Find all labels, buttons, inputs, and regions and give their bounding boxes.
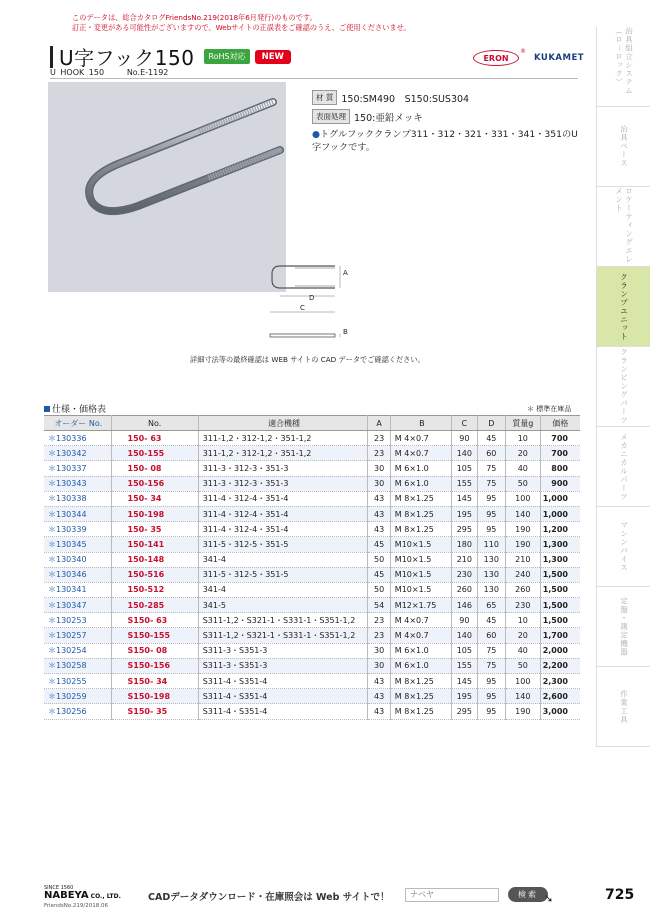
- notice-line-2: 訂正・変更がある可能性がございますので、Webサイトの正誤表をご確認のうえ、ご使用くださいませ。: [72, 23, 411, 32]
- a-cell: 23: [368, 613, 390, 628]
- b-cell: M10×1.5: [390, 537, 451, 552]
- notice-line-1: このデータは、総合カタログFriendsNo.219(2018年6月発行)のものです。: [72, 13, 317, 22]
- sidebar-tab[interactable]: [596, 267, 650, 347]
- square-bullet-icon: [44, 406, 50, 412]
- product-no-cell: S150- 35: [111, 704, 198, 719]
- table-row: [44, 658, 580, 673]
- subtitle-no: No.E-1192: [126, 68, 169, 77]
- product-no-cell: 150- 35: [111, 522, 198, 537]
- kukamet-logo: KUKAMET: [534, 53, 585, 63]
- brand-suffix: CO., LTD.: [88, 893, 121, 900]
- price-cell: 700: [540, 431, 580, 446]
- weight-cell: 260: [505, 582, 540, 597]
- b-cell: M 6×1.0: [390, 658, 451, 673]
- rohs-badge: RoHS対応: [204, 49, 249, 64]
- a-cell: 30: [368, 461, 390, 476]
- c-cell: 155: [451, 476, 477, 491]
- c-cell: 90: [451, 613, 477, 628]
- compat-cell: 311-4・312-4・351-4: [198, 491, 368, 506]
- b-cell: M 4×0.7: [390, 446, 451, 461]
- compat-cell: S311-4・S351-4: [198, 689, 368, 704]
- b-cell: M 8×1.25: [390, 704, 451, 719]
- table-row: [44, 491, 580, 506]
- c-cell: 295: [451, 704, 477, 719]
- weight-cell: 50: [505, 658, 540, 673]
- price-cell: 1,500: [540, 582, 580, 597]
- a-cell: 45: [368, 567, 390, 582]
- d-cell: 65: [477, 598, 505, 613]
- a-cell: 23: [368, 446, 390, 461]
- weight-cell: 190: [505, 537, 540, 552]
- product-photo: [48, 82, 286, 292]
- product-no-cell: S150-155: [111, 628, 198, 643]
- a-cell: 43: [368, 704, 390, 719]
- new-badge: NEW: [255, 50, 291, 64]
- b-cell: M 6×1.0: [390, 476, 451, 491]
- dim-label-c: C: [300, 304, 305, 312]
- finish-label: 表面処理: [312, 109, 350, 124]
- material-value: 150:SM490 S150:SUS304: [341, 93, 470, 105]
- price-cell: 1,200: [540, 522, 580, 537]
- weight-cell: 100: [505, 674, 540, 689]
- a-cell: 30: [368, 476, 390, 491]
- price-cell: 1,300: [540, 537, 580, 552]
- spec-area: [312, 90, 582, 154]
- sidebar-tab[interactable]: [596, 507, 650, 587]
- table-header-row: [44, 416, 580, 431]
- product-no-cell: 150- 08: [111, 461, 198, 476]
- c-cell: 295: [451, 522, 477, 537]
- product-no-cell: 150- 63: [111, 431, 198, 446]
- title-bar: [50, 46, 53, 68]
- compat-cell: S311-3・S351-3: [198, 643, 368, 658]
- col-weight: 質量g: [505, 416, 540, 431]
- sidebar-tab[interactable]: [596, 107, 650, 187]
- weight-cell: 140: [505, 689, 540, 704]
- d-cell: 130: [477, 582, 505, 597]
- sidebar-tab-label: クランピングパーツ: [619, 348, 629, 425]
- b-cell: M12×1.75: [390, 598, 451, 613]
- compat-cell: S311-1,2・S321-1・S331-1・S351-1,2: [198, 628, 368, 643]
- a-cell: 43: [368, 506, 390, 521]
- dimension-diagram: [260, 258, 360, 352]
- product-no-cell: 150-141: [111, 537, 198, 552]
- c-cell: 146: [451, 598, 477, 613]
- c-cell: 90: [451, 431, 477, 446]
- subtitle-en: U HOOK 150: [50, 68, 105, 77]
- a-cell: 50: [368, 582, 390, 597]
- d-cell: 110: [477, 537, 505, 552]
- compat-cell: 341-4: [198, 552, 368, 567]
- d-cell: 75: [477, 643, 505, 658]
- d-cell: 45: [477, 613, 505, 628]
- c-cell: 155: [451, 658, 477, 673]
- price-cell: 2,200: [540, 658, 580, 673]
- compat-cell: 341-4: [198, 582, 368, 597]
- a-cell: 30: [368, 658, 390, 673]
- spec-table-heading: [44, 402, 106, 415]
- a-cell: 30: [368, 643, 390, 658]
- table-row: [44, 704, 580, 719]
- sidebar-tab[interactable]: [596, 587, 650, 667]
- d-cell: 95: [477, 522, 505, 537]
- a-cell: 54: [368, 598, 390, 613]
- b-cell: M10×1.5: [390, 552, 451, 567]
- order-no-cell: ＊130344: [44, 506, 111, 521]
- description-text: トグルフッククランプ311・312・321・331・341・351のU字フックです。: [312, 129, 578, 153]
- finish-value: 150:亜鉛メッキ: [354, 112, 423, 124]
- product-description: [312, 128, 582, 154]
- c-cell: 210: [451, 552, 477, 567]
- order-no-cell: ＊130254: [44, 643, 111, 658]
- search-button[interactable]: 検索: [508, 887, 548, 902]
- compat-cell: 311-4・312-4・351-4: [198, 506, 368, 521]
- material-label: 材 質: [312, 90, 337, 105]
- brand-since: SINCE 1560: [44, 885, 74, 891]
- eron-logo: ERON: [473, 50, 519, 66]
- dim-label-a: A: [343, 269, 348, 277]
- c-cell: 105: [451, 461, 477, 476]
- company-logo: [44, 890, 121, 901]
- b-cell: M 8×1.25: [390, 689, 451, 704]
- weight-cell: 20: [505, 628, 540, 643]
- table-row: [44, 598, 580, 613]
- compat-cell: 341-5: [198, 598, 368, 613]
- b-cell: M 8×1.25: [390, 522, 451, 537]
- b-cell: M 4×0.7: [390, 431, 451, 446]
- order-no-cell: ＊130345: [44, 537, 111, 552]
- u-hook-illustration: [48, 82, 286, 292]
- compat-cell: 311-3・312-3・351-3: [198, 461, 368, 476]
- d-cell: 45: [477, 431, 505, 446]
- a-cell: 50: [368, 552, 390, 567]
- price-cell: 2,000: [540, 643, 580, 658]
- d-cell: 95: [477, 704, 505, 719]
- weight-cell: 190: [505, 522, 540, 537]
- weight-cell: 210: [505, 552, 540, 567]
- sidebar-tab[interactable]: [596, 27, 650, 107]
- weight-cell: 100: [505, 491, 540, 506]
- stock-legend: ＊ 標準在庫品: [527, 405, 572, 413]
- table-row: [44, 506, 580, 521]
- sidebar-tab-label: 治具ベース: [619, 125, 629, 168]
- col-d: D: [477, 416, 505, 431]
- eron-registered-mark: ®: [520, 48, 526, 55]
- compat-cell: S311-4・S351-4: [198, 674, 368, 689]
- order-no-cell: ＊130347: [44, 598, 111, 613]
- a-cell: 23: [368, 628, 390, 643]
- compat-cell: S311-3・S351-3: [198, 658, 368, 673]
- b-cell: M10×1.5: [390, 567, 451, 582]
- b-cell: M 8×1.25: [390, 506, 451, 521]
- d-cell: 75: [477, 476, 505, 491]
- sidebar-tab[interactable]: [596, 427, 650, 507]
- price-cell: 1,500: [540, 567, 580, 582]
- product-no-cell: S150- 63: [111, 613, 198, 628]
- table-row: [44, 431, 580, 446]
- d-cell: 95: [477, 491, 505, 506]
- b-cell: M 8×1.25: [390, 674, 451, 689]
- table-row: [44, 582, 580, 597]
- col-a: A: [368, 416, 390, 431]
- catalog-ref: FriendsNo.219/2018.06: [44, 903, 109, 909]
- c-cell: 195: [451, 689, 477, 704]
- product-no-cell: 150-156: [111, 476, 198, 491]
- order-no-cell: ＊130337: [44, 461, 111, 476]
- section-title: 仕様・価格表: [52, 405, 107, 415]
- c-cell: 140: [451, 446, 477, 461]
- table-row: [44, 689, 580, 704]
- col-order-no: オーダー No.: [44, 416, 111, 431]
- d-cell: 60: [477, 446, 505, 461]
- b-cell: M 8×1.25: [390, 491, 451, 506]
- d-cell: 95: [477, 689, 505, 704]
- product-no-cell: S150- 34: [111, 674, 198, 689]
- product-no-cell: 150-285: [111, 598, 198, 613]
- weight-cell: 190: [505, 704, 540, 719]
- price-cell: 700: [540, 446, 580, 461]
- search-input[interactable]: ナベヤ: [405, 888, 499, 902]
- d-cell: 75: [477, 461, 505, 476]
- weight-cell: 40: [505, 643, 540, 658]
- sidebar-tab-label: メカニカルパーツ: [619, 432, 629, 501]
- header-divider: [50, 78, 578, 79]
- c-cell: 230: [451, 567, 477, 582]
- product-no-cell: S150-156: [111, 658, 198, 673]
- c-cell: 180: [451, 537, 477, 552]
- compat-cell: 311-1,2・312-1,2・351-1,2: [198, 431, 368, 446]
- d-cell: 95: [477, 674, 505, 689]
- page-title: U字フック150: [59, 46, 195, 70]
- table-row: [44, 567, 580, 582]
- c-cell: 140: [451, 628, 477, 643]
- price-cell: 1,000: [540, 491, 580, 506]
- b-cell: M 6×1.0: [390, 643, 451, 658]
- d-cell: 75: [477, 658, 505, 673]
- col-c: C: [451, 416, 477, 431]
- d-cell: 95: [477, 506, 505, 521]
- product-no-cell: 150-148: [111, 552, 198, 567]
- weight-cell: 40: [505, 461, 540, 476]
- category-sidebar: [596, 27, 650, 747]
- b-cell: M10×1.5: [390, 582, 451, 597]
- order-no-cell: ＊130253: [44, 613, 111, 628]
- col-no: No.: [111, 416, 198, 431]
- weight-cell: 10: [505, 613, 540, 628]
- table-row: [44, 537, 580, 552]
- weight-cell: 50: [505, 476, 540, 491]
- price-cell: 800: [540, 461, 580, 476]
- col-b: B: [390, 416, 451, 431]
- a-cell: 43: [368, 689, 390, 704]
- price-cell: 1,000: [540, 506, 580, 521]
- finish-row: [312, 109, 582, 124]
- sidebar-tab-label: マシンバイス: [619, 521, 629, 572]
- sidebar-tab[interactable]: [596, 667, 650, 747]
- order-no-cell: ＊130340: [44, 552, 111, 567]
- order-no-cell: ＊130338: [44, 491, 111, 506]
- compat-cell: 311-4・312-4・351-4: [198, 522, 368, 537]
- price-cell: 1,700: [540, 628, 580, 643]
- order-no-cell: ＊130255: [44, 674, 111, 689]
- weight-cell: 230: [505, 598, 540, 613]
- weight-cell: 10: [505, 431, 540, 446]
- product-no-cell: 150-516: [111, 567, 198, 582]
- price-cell: 2,600: [540, 689, 580, 704]
- sidebar-tab-label: ロケーティングエレメント: [614, 187, 634, 264]
- material-row: [312, 90, 582, 105]
- bullet-icon: ●: [312, 129, 321, 140]
- c-cell: 260: [451, 582, 477, 597]
- a-cell: 43: [368, 674, 390, 689]
- product-no-cell: 150-155: [111, 446, 198, 461]
- c-cell: 145: [451, 674, 477, 689]
- table-row: [44, 628, 580, 643]
- table-row: [44, 552, 580, 567]
- product-no-cell: 150-198: [111, 506, 198, 521]
- compat-cell: 311-3・312-3・351-3: [198, 476, 368, 491]
- order-no-cell: ＊130339: [44, 522, 111, 537]
- compat-cell: 311-5・312-5・351-5: [198, 537, 368, 552]
- d-cell: 130: [477, 567, 505, 582]
- c-cell: 195: [451, 506, 477, 521]
- order-no-cell: ＊130342: [44, 446, 111, 461]
- notice: [72, 13, 411, 33]
- brand-name: NABEYA: [44, 890, 89, 901]
- b-cell: M 4×0.7: [390, 628, 451, 643]
- compat-cell: S311-1,2・S321-1・S331-1・S351-1,2: [198, 613, 368, 628]
- table-row: [44, 674, 580, 689]
- c-cell: 105: [451, 643, 477, 658]
- compat-cell: 311-5・312-5・351-5: [198, 567, 368, 582]
- price-cell: 3,000: [540, 704, 580, 719]
- sidebar-tab[interactable]: [596, 187, 650, 267]
- spec-price-table: [44, 415, 580, 720]
- weight-cell: 240: [505, 567, 540, 582]
- order-no-cell: ＊130346: [44, 567, 111, 582]
- col-compat: 適合機種: [198, 416, 368, 431]
- product-no-cell: 150- 34: [111, 491, 198, 506]
- table-row: [44, 643, 580, 658]
- sidebar-tab-label: 定盤・測定機器: [619, 596, 629, 657]
- weight-cell: 140: [505, 506, 540, 521]
- product-no-cell: S150- 08: [111, 643, 198, 658]
- d-cell: 130: [477, 552, 505, 567]
- col-price: 価格: [540, 416, 580, 431]
- a-cell: 45: [368, 537, 390, 552]
- sidebar-tab-label: 治具組立システム（ロ－ロック）: [614, 27, 634, 95]
- product-no-cell: S150-198: [111, 689, 198, 704]
- order-no-cell: ＊130256: [44, 704, 111, 719]
- c-cell: 145: [451, 491, 477, 506]
- b-cell: M 4×0.7: [390, 613, 451, 628]
- price-cell: 2,300: [540, 674, 580, 689]
- price-cell: 1,500: [540, 613, 580, 628]
- weight-cell: 20: [505, 446, 540, 461]
- title-row: [50, 42, 291, 71]
- price-cell: 900: [540, 476, 580, 491]
- cad-note: 詳細寸法等の最終確認は WEB サイトの CAD データでご確認ください。: [190, 355, 425, 364]
- subtitle: [50, 68, 168, 77]
- table-row: [44, 461, 580, 476]
- a-cell: 43: [368, 522, 390, 537]
- table-body: [44, 431, 580, 720]
- order-no-cell: ＊130341: [44, 582, 111, 597]
- product-no-cell: 150-512: [111, 582, 198, 597]
- price-cell: 1,500: [540, 598, 580, 613]
- d-cell: 60: [477, 628, 505, 643]
- dim-label-b: B: [343, 328, 348, 336]
- footer-banner: CADデータダウンロード・在庫照会は Web サイトで！: [148, 892, 390, 903]
- cursor-arrow-icon: ➘: [544, 892, 554, 905]
- a-cell: 43: [368, 491, 390, 506]
- compat-cell: 311-1,2・312-1,2・351-1,2: [198, 446, 368, 461]
- table-row: [44, 613, 580, 628]
- order-no-cell: ＊130336: [44, 431, 111, 446]
- dim-label-d: D: [309, 294, 315, 302]
- sidebar-tab-label: クランプユニット: [619, 272, 629, 341]
- order-no-cell: ＊130343: [44, 476, 111, 491]
- table-row: [44, 522, 580, 537]
- sidebar-tab[interactable]: [596, 347, 650, 427]
- order-no-cell: ＊130257: [44, 628, 111, 643]
- compat-cell: S311-4・S351-4: [198, 704, 368, 719]
- b-cell: M 6×1.0: [390, 461, 451, 476]
- order-no-cell: ＊130258: [44, 658, 111, 673]
- price-cell: 1,300: [540, 552, 580, 567]
- a-cell: 23: [368, 431, 390, 446]
- order-no-cell: ＊130259: [44, 689, 111, 704]
- sidebar-tab-label: 作業工具: [619, 689, 629, 724]
- table-row: [44, 476, 580, 491]
- table-row: [44, 446, 580, 461]
- page-number: 725: [605, 887, 635, 903]
